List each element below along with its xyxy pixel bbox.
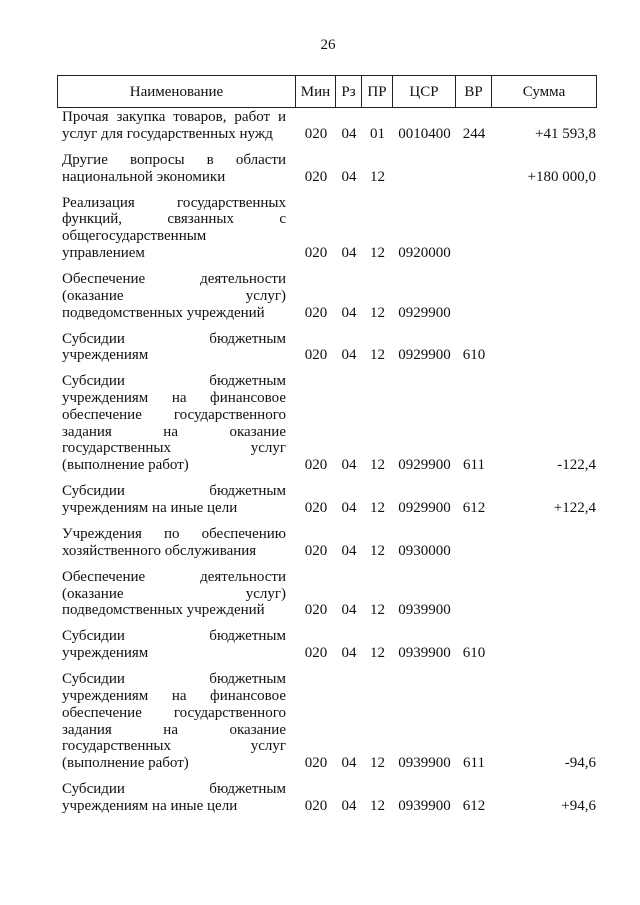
row-name-line: задания на оказание: [62, 423, 286, 440]
row-name-line: задания на оказание: [62, 721, 286, 738]
table-row: [57, 271, 597, 321]
row-name-line: государственных услуг: [62, 738, 286, 755]
row-name-line: (выполнение работ): [62, 755, 189, 772]
cell-pr: 12: [370, 542, 385, 559]
table-row: [57, 526, 597, 560]
table-row: [57, 152, 597, 186]
row-name-line: обеспечение государственного: [62, 406, 286, 423]
row-name: [57, 483, 296, 517]
row-name-line: (выполнение работ): [62, 457, 189, 474]
cell-vr: 610: [462, 347, 486, 364]
cell-sum: +122,4: [553, 500, 596, 517]
row-name-line: учреждениям на финансовое: [62, 390, 286, 407]
row-name: [57, 271, 296, 321]
cell-rz: 04: [341, 457, 357, 474]
table-row: [57, 195, 597, 262]
table-body: [57, 108, 597, 815]
cell-pr: 12: [370, 602, 385, 619]
cell-sum: +94,6: [561, 797, 596, 814]
header-cell-name: Наименование: [58, 76, 296, 107]
cell-rz: 04: [341, 755, 357, 772]
row-name-line: Реализация государственных: [62, 194, 286, 211]
row-name: [57, 195, 296, 262]
cell-vr: 612: [462, 500, 486, 517]
table-row: [57, 373, 597, 474]
cell-csr: 0939900: [398, 797, 451, 814]
row-name: [57, 331, 296, 365]
row-name: [57, 526, 296, 560]
row-name-line: Прочая закупка товаров, работ и: [62, 109, 286, 125]
row-name-line: учреждениям: [62, 645, 149, 662]
row-name-line: общегосударственным: [62, 228, 207, 245]
cell-csr: 0929900: [398, 304, 451, 321]
row-name: [57, 671, 296, 772]
cell-csr: 0920000: [398, 244, 451, 261]
row-name-line: Субсидии бюджетным: [62, 628, 286, 645]
cell-rz: 04: [341, 244, 357, 261]
cell-csr: 0939900: [398, 755, 451, 772]
row-name-line: Учреждения по обеспечению: [62, 526, 286, 543]
cell-pr: 12: [370, 457, 385, 474]
row-name-line: государственных услуг: [62, 440, 286, 457]
cell-min: 020: [304, 168, 328, 185]
cell-csr: 0929900: [398, 500, 451, 517]
row-name-line: подведомственных учреждений: [62, 304, 265, 321]
cell-pr: 12: [370, 304, 385, 321]
table-row: [57, 781, 597, 815]
row-name-line: учреждениям на финансовое: [62, 687, 286, 704]
cell-csr: 0010400: [398, 125, 451, 142]
row-name-line: обеспечение государственного: [62, 704, 286, 721]
table-row: [57, 569, 597, 619]
row-name-line: хозяйственного обслуживания: [62, 542, 257, 559]
cell-pr: 01: [370, 125, 385, 142]
cell-min: 020: [304, 797, 328, 814]
row-name: [57, 373, 296, 474]
header-cell-min: Мин: [296, 76, 336, 107]
row-name-line: учреждениям на иные цели: [62, 797, 238, 814]
cell-min: 020: [304, 347, 328, 364]
cell-min: 020: [304, 542, 328, 559]
cell-vr: 611: [463, 457, 485, 474]
cell-csr: 0930000: [398, 542, 451, 559]
header-cell-rz: Рз: [336, 76, 362, 107]
cell-min: 020: [304, 500, 328, 517]
header-cell-pr: ПР: [362, 76, 393, 107]
row-name-line: управлением: [62, 244, 145, 261]
cell-sum: +180 000,0: [527, 168, 596, 185]
cell-pr: 12: [370, 500, 385, 517]
header-cell-sum: Сумма: [522, 83, 566, 100]
page-number: 26: [320, 37, 336, 53]
row-name-line: услуг для государственных нужд: [62, 125, 273, 142]
table-row: [57, 331, 597, 365]
table-row: [57, 483, 597, 517]
row-name-line: Субсидии бюджетным: [62, 781, 286, 798]
cell-csr: 0929900: [398, 457, 451, 474]
row-name-line: (оказание услуг): [62, 585, 286, 602]
budget-table: [57, 75, 597, 824]
row-name-line: национальной экономики: [62, 168, 226, 185]
row-name: [57, 569, 296, 619]
row-name-line: Субсидии бюджетным: [62, 483, 286, 500]
row-name: [57, 628, 296, 662]
cell-rz: 04: [341, 168, 357, 185]
cell-min: 020: [304, 244, 328, 261]
cell-rz: 04: [341, 304, 357, 321]
cell-pr: 12: [370, 168, 385, 185]
cell-sum: -94,6: [564, 755, 596, 772]
row-name-line: Другие вопросы в области: [62, 151, 286, 168]
cell-rz: 04: [341, 645, 357, 662]
cell-pr: 12: [370, 645, 385, 662]
cell-min: 020: [304, 645, 328, 662]
cell-min: 020: [304, 755, 328, 772]
table-row: [57, 109, 597, 143]
cell-vr: 244: [462, 125, 486, 142]
cell-pr: 12: [370, 797, 385, 814]
table-row: [57, 671, 597, 772]
cell-min: 020: [304, 125, 328, 142]
row-name-line: Субсидии бюджетным: [62, 671, 286, 688]
row-name-line: подведомственных учреждений: [62, 602, 265, 619]
header-cell-vr: ВР: [456, 76, 492, 107]
table-row: [57, 628, 597, 662]
row-name-line: учреждениям: [62, 347, 149, 364]
cell-min: 020: [304, 304, 328, 321]
row-name-line: Обеспечение деятельности: [62, 568, 286, 585]
row-name: [57, 152, 296, 186]
cell-rz: 04: [341, 542, 357, 559]
row-name-line: функций, связанных с: [62, 211, 286, 228]
row-name-line: Субсидии бюджетным: [62, 330, 286, 347]
cell-csr: 0929900: [398, 347, 451, 364]
row-name: [57, 109, 296, 143]
row-name-line: учреждениям на иные цели: [62, 500, 238, 517]
row-name: [57, 781, 296, 815]
cell-pr: 12: [370, 244, 385, 261]
cell-sum: +41 593,8: [535, 125, 596, 142]
cell-rz: 04: [341, 347, 357, 364]
cell-csr: 0939900: [398, 645, 451, 662]
cell-vr: 611: [463, 755, 485, 772]
cell-min: 020: [304, 602, 328, 619]
row-name-line: (оказание услуг): [62, 287, 286, 304]
cell-min: 020: [304, 457, 328, 474]
cell-vr: 610: [462, 645, 486, 662]
cell-rz: 04: [341, 125, 357, 142]
cell-rz: 04: [341, 602, 357, 619]
table-header: [57, 75, 597, 108]
cell-rz: 04: [341, 500, 357, 517]
cell-sum: -122,4: [557, 457, 596, 474]
row-name-line: Субсидии бюджетным: [62, 373, 286, 390]
cell-pr: 12: [370, 755, 385, 772]
cell-vr: 612: [462, 797, 486, 814]
header-cell-csr: ЦСР: [393, 76, 456, 107]
cell-csr: 0939900: [398, 602, 451, 619]
cell-pr: 12: [370, 347, 385, 364]
row-name-line: Обеспечение деятельности: [62, 270, 286, 287]
cell-rz: 04: [341, 797, 357, 814]
